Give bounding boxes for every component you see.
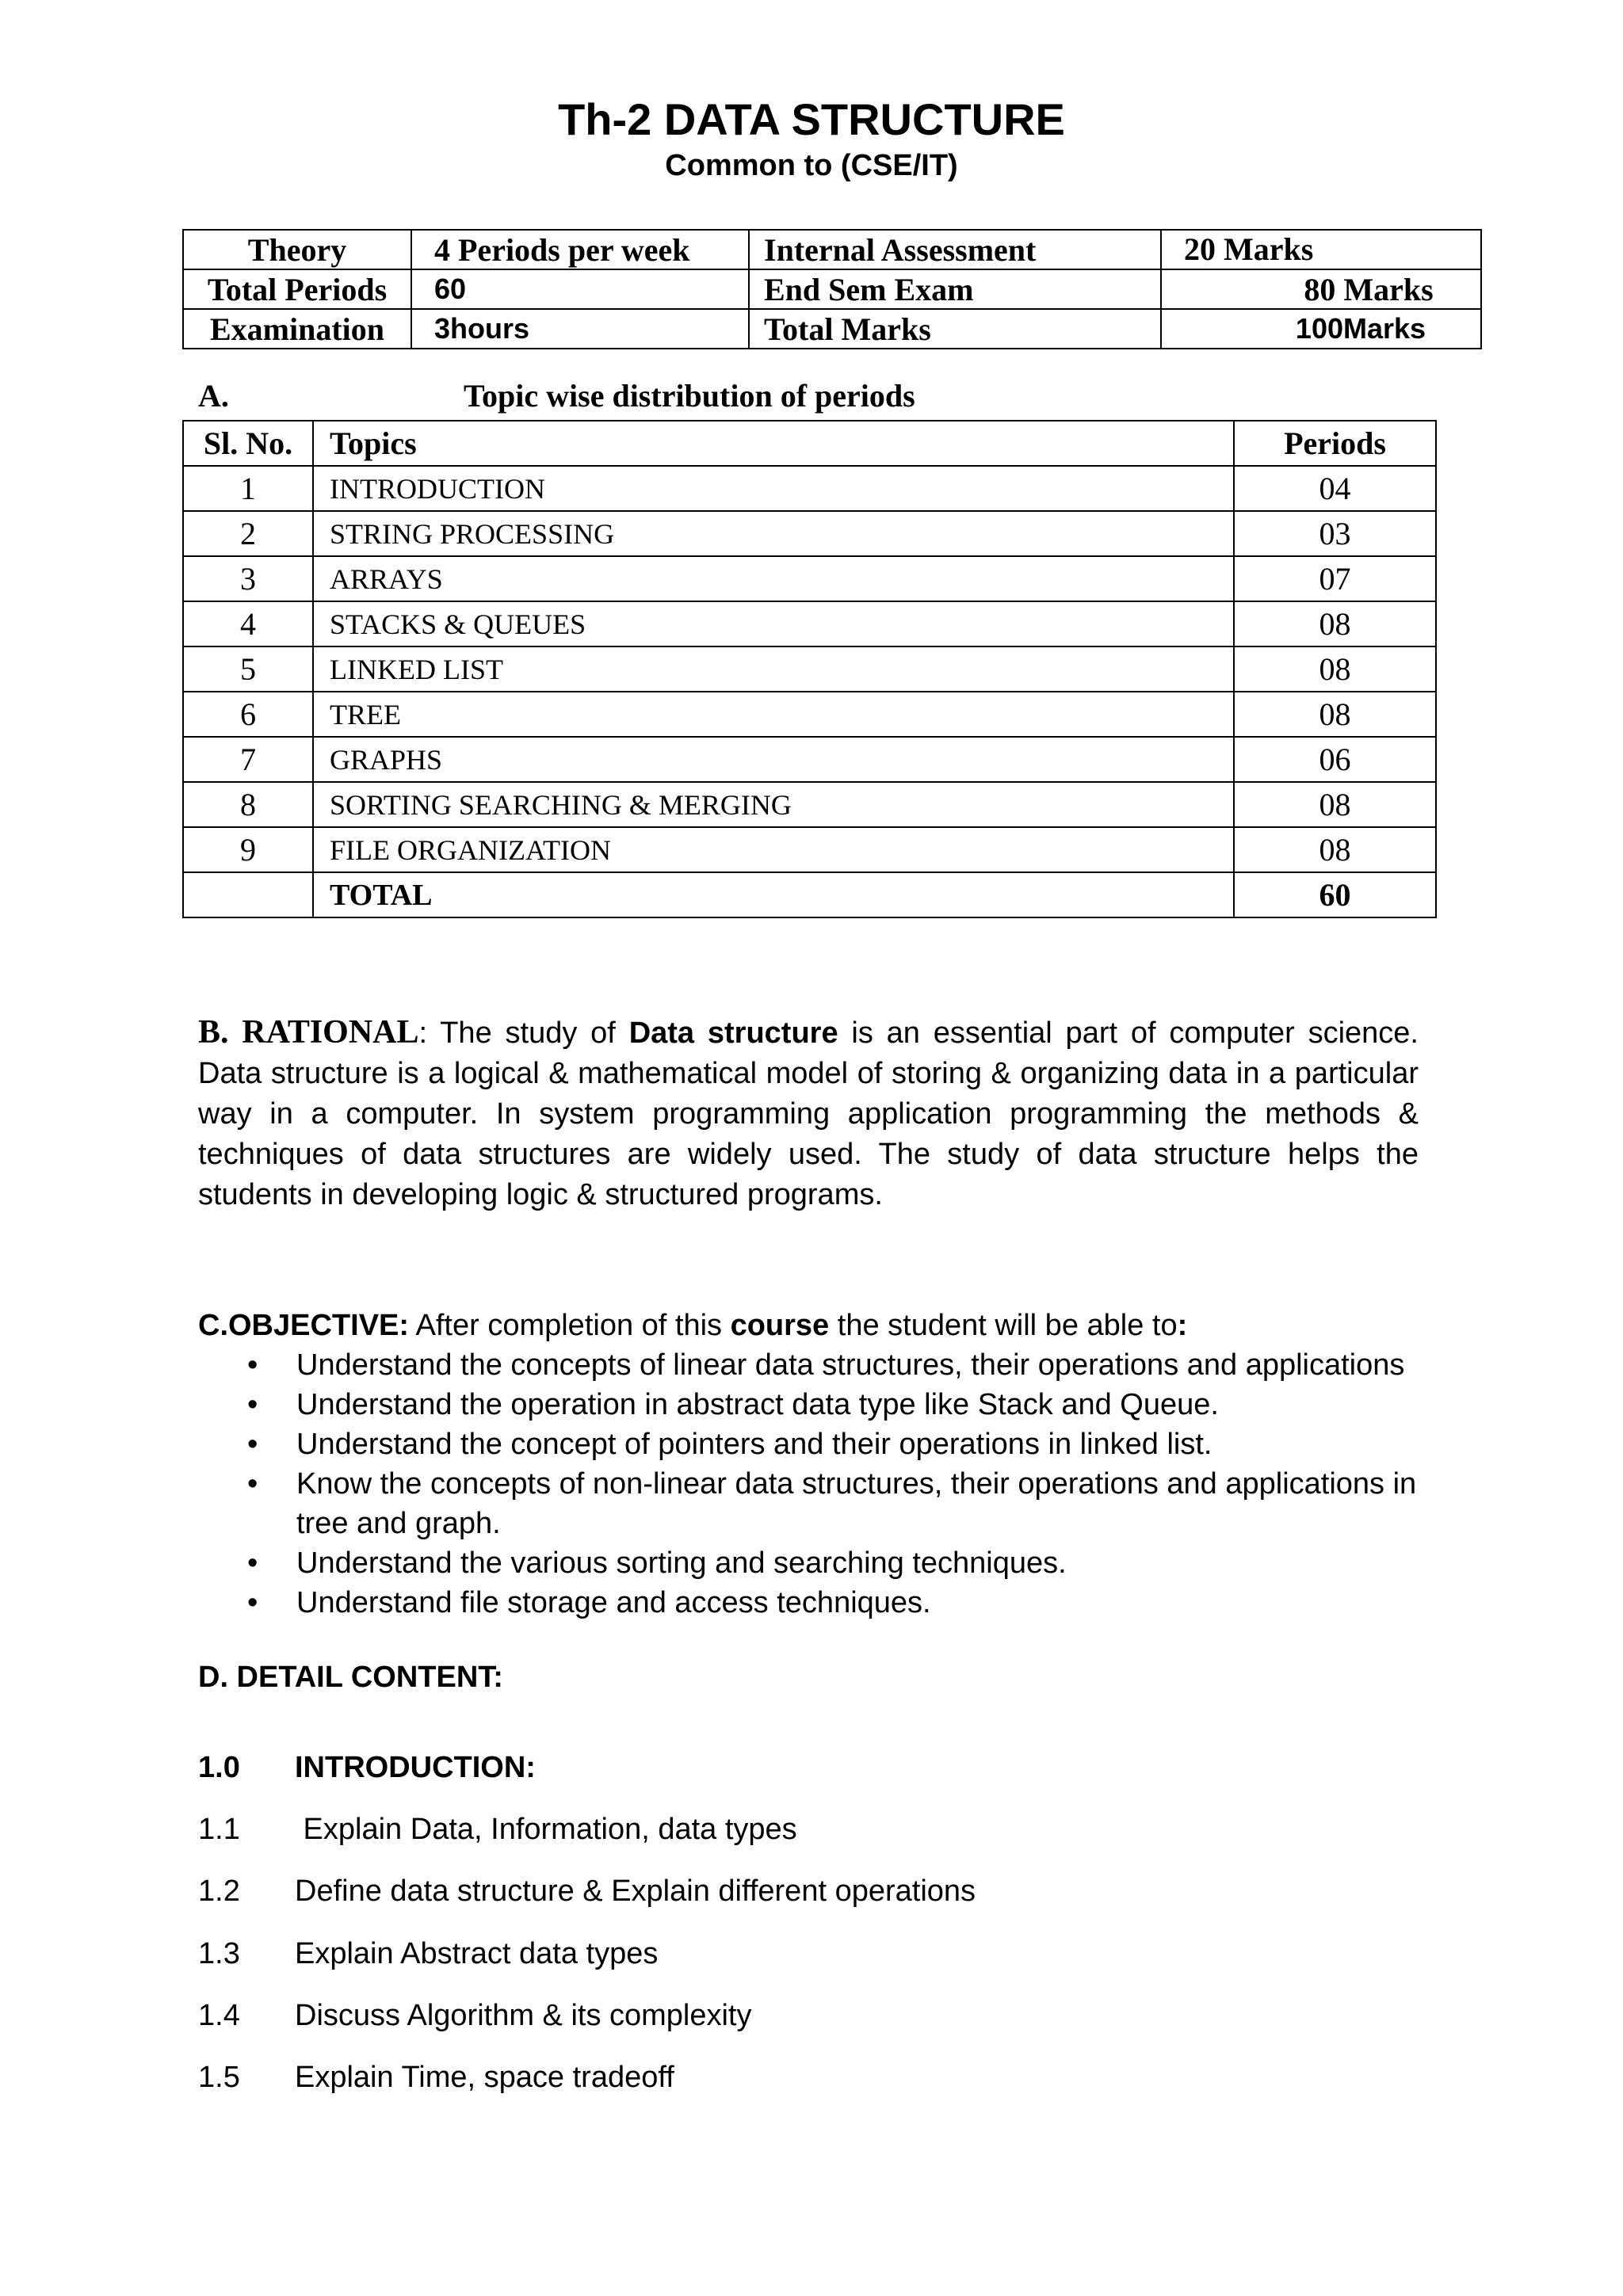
sl-no-cell: 2 <box>183 511 313 556</box>
periods-cell: 08 <box>1234 646 1436 692</box>
periods-cell: 06 <box>1234 737 1436 782</box>
topic-distribution-table <box>182 420 1437 918</box>
detail-content-heading: D. DETAIL CONTENT: <box>198 1661 503 1694</box>
topic-cell: STRING PROCESSING <box>313 511 1234 556</box>
total-value: 60 <box>1234 872 1436 917</box>
column-header: Sl. No. <box>183 421 313 466</box>
item-text: Define data structure & Explain different operations <box>295 1875 976 1908</box>
objective-text: the student will be able to <box>829 1309 1178 1342</box>
item-text: Explain Time, space tradeoff <box>295 2061 674 2094</box>
rational-bold-term: Data structure <box>628 1016 838 1050</box>
detail-item <box>198 2061 674 2095</box>
rational-section <box>198 1013 1419 1215</box>
table-header-row <box>183 421 1436 466</box>
objective-item-text: Understand the concepts of linear data structures, their operations and applications <box>296 1348 1405 1382</box>
periods-cell: 08 <box>1234 692 1436 737</box>
periods-cell: 08 <box>1234 827 1436 872</box>
objective-item-text: Understand the operation in abstract data type like Stack and Queue. <box>296 1388 1219 1421</box>
objective-item-text: Know the concepts of non-linear data structures, their operations and applications in tree and graph. <box>296 1467 1417 1540</box>
section-a-title: Topic wise distribution of periods <box>464 378 915 414</box>
item-number: 1.5 <box>198 2061 240 2094</box>
objective-colon: : <box>1177 1309 1188 1342</box>
course-info-table <box>182 229 1482 349</box>
column-header: Periods <box>1234 421 1436 466</box>
list-item <box>247 1425 1434 1464</box>
objective-section <box>198 1306 1434 1623</box>
objective-item-text: Understand the various sorting and searching techniques. <box>296 1547 1067 1580</box>
info-cell: 20 Marks <box>1161 230 1481 269</box>
detail-item <box>198 1999 752 2033</box>
table-row <box>183 230 1481 269</box>
info-cell: Examination <box>183 309 411 349</box>
objective-list <box>198 1345 1434 1623</box>
objective-item-text: Understand the concept of pointers and their operations in linked list. <box>296 1428 1212 1461</box>
table-row <box>183 309 1481 349</box>
info-cell: Total Periods <box>183 269 411 309</box>
unit-heading <box>198 1751 536 1785</box>
topic-cell: INTRODUCTION <box>313 466 1234 511</box>
objective-item-text: Understand file storage and access techniques. <box>296 1586 931 1619</box>
rational-text: is an essential part of computer science. Data structure is a logical & mathematical model of storing & organizing data in a particular way in a computer. In system programming application programming the methods & techniques of data structures are widely used. The study of data structure helps the students in developing logic & structured programs. <box>198 1016 1419 1211</box>
item-number: 1.2 <box>198 1875 240 1908</box>
unit-number: 1.0 <box>198 1751 240 1784</box>
topic-cell: GRAPHS <box>313 737 1234 782</box>
detail-item <box>198 1813 797 1847</box>
list-item <box>247 1345 1434 1385</box>
bullet-icon: • <box>247 1467 258 1501</box>
list-item <box>247 1543 1434 1583</box>
page-subtitle: Common to (CSE/IT) <box>665 149 958 182</box>
item-number: 1.4 <box>198 1999 240 2032</box>
info-cell: 60 <box>411 269 749 309</box>
table-row <box>183 511 1436 556</box>
table-row <box>183 601 1436 646</box>
detail-item <box>198 1875 976 1909</box>
info-cell: 100Marks <box>1161 309 1481 349</box>
periods-cell: 03 <box>1234 511 1436 556</box>
topic-cell: LINKED LIST <box>313 646 1234 692</box>
list-item <box>247 1464 1434 1543</box>
bullet-icon: • <box>247 1428 258 1461</box>
section-a-label: A. <box>198 378 229 414</box>
table-row <box>183 556 1436 601</box>
periods-cell: 07 <box>1234 556 1436 601</box>
total-label: TOTAL <box>313 872 1234 917</box>
sl-no-cell: 6 <box>183 692 313 737</box>
table-row <box>183 827 1436 872</box>
table-row <box>183 692 1436 737</box>
table-row <box>183 646 1436 692</box>
objective-bold-term: course <box>730 1309 830 1342</box>
info-cell: Theory <box>183 230 411 269</box>
topic-cell: FILE ORGANIZATION <box>313 827 1234 872</box>
item-text: Explain Abstract data types <box>295 1937 659 1970</box>
bullet-icon: • <box>247 1547 258 1580</box>
table-total-row <box>183 872 1436 917</box>
list-item <box>247 1583 1434 1623</box>
rational-heading: B. RATIONAL <box>198 1014 419 1051</box>
sl-no-cell: 9 <box>183 827 313 872</box>
list-item <box>247 1385 1434 1425</box>
info-cell: Total Marks <box>749 309 1161 349</box>
topic-cell: ARRAYS <box>313 556 1234 601</box>
table-row <box>183 466 1436 511</box>
table-row <box>183 737 1436 782</box>
unit-title: INTRODUCTION: <box>295 1751 536 1784</box>
page-title: Th-2 DATA STRUCTURE <box>558 94 1065 144</box>
periods-cell: 08 <box>1234 782 1436 827</box>
sl-no-cell: 3 <box>183 556 313 601</box>
info-cell: 80 Marks <box>1161 269 1481 309</box>
item-number: 1.1 <box>198 1813 240 1846</box>
sl-no-cell: 8 <box>183 782 313 827</box>
column-header: Topics <box>313 421 1234 466</box>
item-text: Explain Data, Information, data types <box>295 1813 797 1846</box>
sl-no-cell: 7 <box>183 737 313 782</box>
bullet-icon: • <box>247 1586 258 1619</box>
topic-cell: TREE <box>313 692 1234 737</box>
objective-intro <box>198 1306 1434 1345</box>
bullet-icon: • <box>247 1348 258 1382</box>
topic-cell: SORTING SEARCHING & MERGING <box>313 782 1234 827</box>
bullet-icon: • <box>247 1388 258 1421</box>
rational-text: : The study of <box>418 1016 629 1050</box>
empty-cell <box>183 872 313 917</box>
sl-no-cell: 1 <box>183 466 313 511</box>
periods-cell: 04 <box>1234 466 1436 511</box>
sl-no-cell: 4 <box>183 601 313 646</box>
info-cell: 4 Periods per week <box>411 230 749 269</box>
detail-item <box>198 1937 658 1971</box>
periods-cell: 08 <box>1234 601 1436 646</box>
objective-heading: C.OBJECTIVE: <box>198 1309 410 1342</box>
table-row <box>183 269 1481 309</box>
sl-no-cell: 5 <box>183 646 313 692</box>
table-row <box>183 782 1436 827</box>
info-cell: End Sem Exam <box>749 269 1161 309</box>
info-cell: Internal Assessment <box>749 230 1161 269</box>
objective-text: After completion of this <box>409 1309 731 1342</box>
item-text: Discuss Algorithm & its complexity <box>295 1999 752 2032</box>
topic-cell: STACKS & QUEUES <box>313 601 1234 646</box>
info-cell: 3hours <box>411 309 749 349</box>
item-number: 1.3 <box>198 1937 240 1970</box>
